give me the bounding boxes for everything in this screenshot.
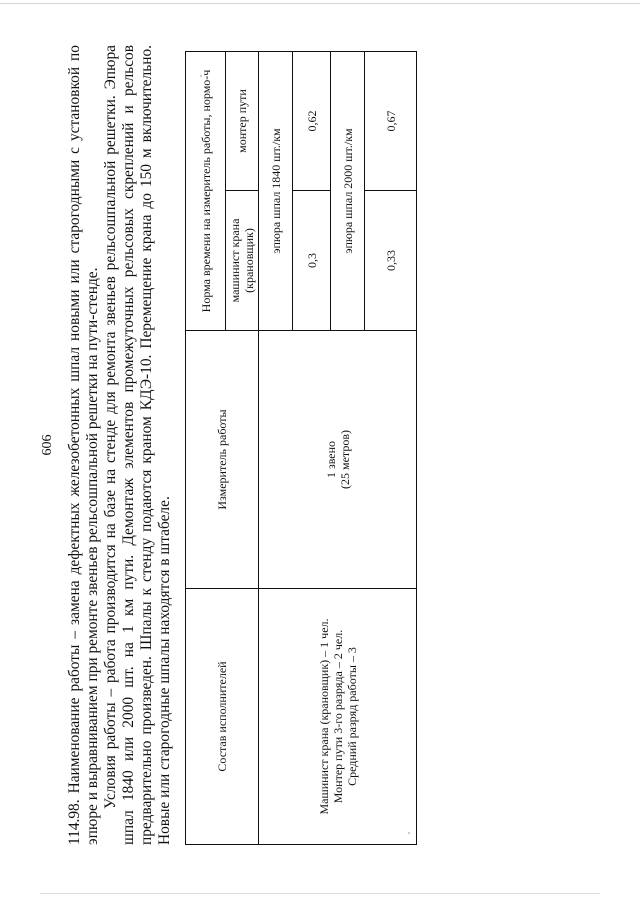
header-crane-operator: машинист крана (крановщик) [226,191,259,331]
bottom-edge-rule [40,893,600,894]
paragraph-work-name: 114.98. Наименование работы – замена дефектных железобетонных шпал новыми или старогодными с установкой по эпюре и выравниванием при ремонте звеньев рельсошпальной решетки на пути-стенде. [66,45,101,845]
body-text [66,45,174,845]
epure-1840-label: эпюра шпал 1840 шт./км [259,51,293,330]
rotated-page [40,45,440,845]
time-norm-table [185,51,417,845]
table-row [259,51,293,844]
paragraph-work-conditions: Условия работы – работа производится на базе на стенде для ремонта звеньев рельсошпальной решетки. Эпюра шпал 1840 или 2000 шт. на 1 км пути. Демонтаж элементов промежуточных рельсовых скреплений и рельсов предварительно произведен. Шпалы к стенду подаются краном КДЭ-10. Перемещение крана до 150 м включительно. Новые или старогодные шпалы находятся в штабеле. [102,45,173,845]
measure-cell: 1 звено (25 метров) [259,331,417,589]
header-norm: Норма времени на измеритель работы, нормо-ч [186,51,226,330]
header-measure: Измеритель работы [186,331,259,589]
header-composition: Состав исполнителей [186,589,259,845]
crane-norm-1840: 0,3 [293,191,331,331]
epure-2000-label: эпюра шпал 2000 шт./км [331,51,365,330]
crane-norm-2000: 0,33 [365,191,417,331]
top-edge-rule [0,3,640,4]
composition-cell: Машинист крана (крановщик) – 1 чел. Монтер пути 3-го разряда – 2 чел. Средний разряд работы – 3 [259,589,417,845]
page-number: 606 [40,434,55,456]
header-track-fitter: монтер пути [226,51,259,190]
fitter-norm-2000: 0,67 [365,51,417,190]
fitter-norm-1840: 0,62 [293,51,331,190]
table-header-row [186,51,226,844]
